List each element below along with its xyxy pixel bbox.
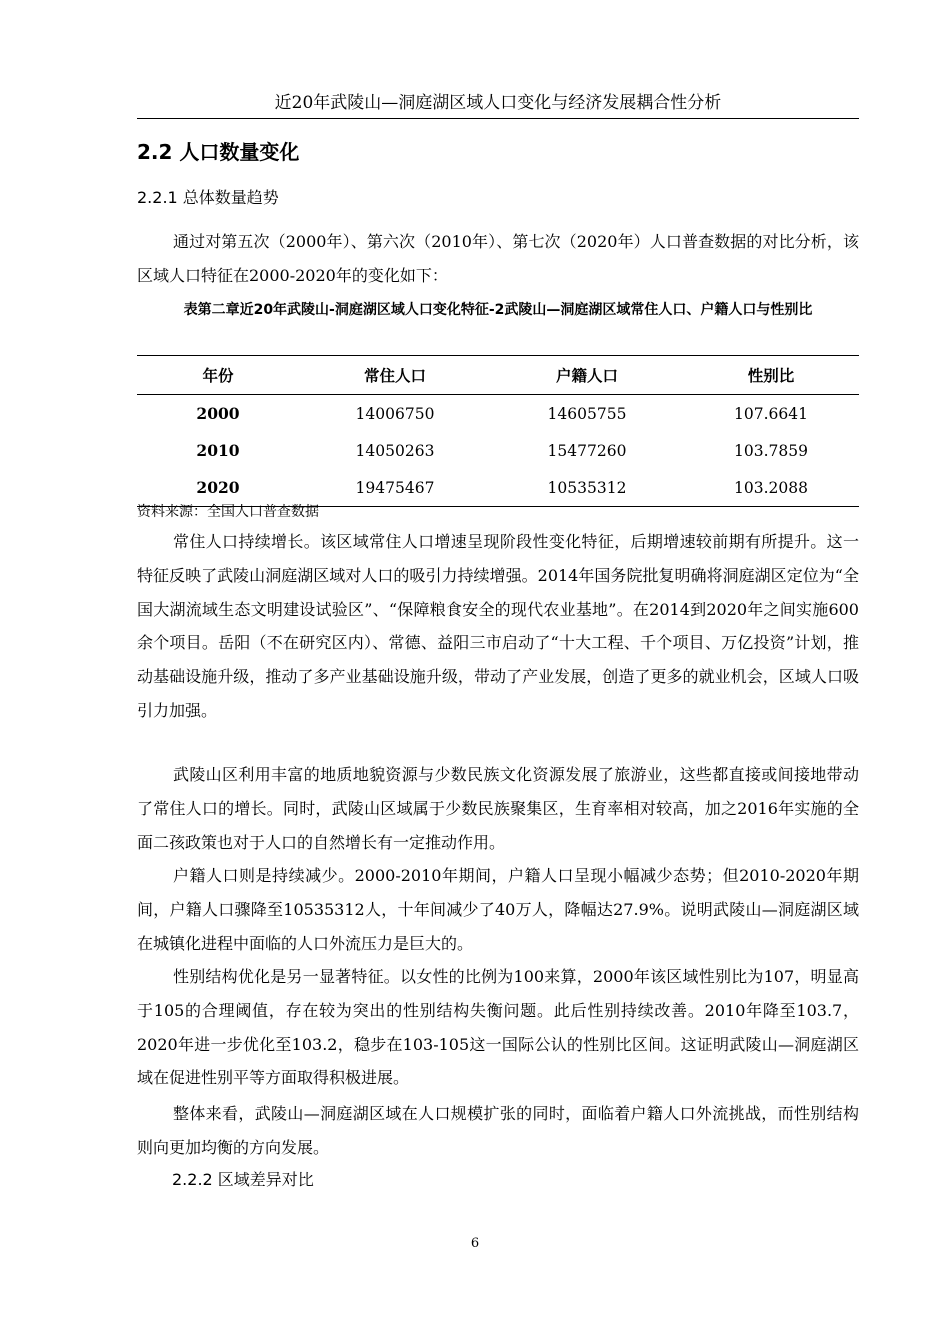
paragraph-wuling-tourism: 武陵山区利用丰富的地质地貌资源与少数民族文化资源发展了旅游业，这些都直接或间接地带动了常住人口的增长。同时，武陵山区域属于少数民族聚集区，生育率相对较高，加之2016年实施的全面二孩政策也对于人口的自然增长有一定推动作用。 xyxy=(137,765,859,852)
cell-resident: 19475467 xyxy=(299,469,491,507)
cell-resident: 14050263 xyxy=(355,441,435,460)
page-number: 6 xyxy=(470,1236,480,1251)
page-header-rule xyxy=(137,118,859,119)
subsection-heading-total-trend: 2.2.1 总体数量趋势 xyxy=(137,188,279,207)
population-table xyxy=(137,355,859,507)
cell-sex-ratio: 103.2088 xyxy=(683,469,859,507)
paragraph-summary: 整体来看，武陵山—洞庭湖区域在人口规模扩张的同时，面临着户籍人口外流挑战，而性别结构则向更加均衡的方向发展。 xyxy=(137,1104,859,1157)
cell-year: 2000 xyxy=(196,404,240,423)
cell-sex-ratio: 103.7859 xyxy=(734,441,808,460)
cell-year: 2020 xyxy=(137,469,299,507)
col-header-sex-ratio: 性别比 xyxy=(683,356,859,395)
paragraph-intro: 通过对第五次（2000年）、第六次（2010年）、第七次（2020年）人口普查数据的对比分析，该区域人口特征在2000-2020年的变化如下： xyxy=(137,232,859,285)
col-header-registered-population: 户籍人口 xyxy=(491,356,683,395)
section-heading: 2.2 人口数量变化 xyxy=(137,140,300,164)
table-header-row xyxy=(137,356,859,395)
paragraph-registered-decline: 户籍人口则是持续减少。2000-2010年期间，户籍人口呈现小幅减少态势；但2010-2020年期间，户籍人口骤降至10535312人，十年间减少了40万人，降幅达27.9%。说明武陵山—洞庭湖区域在城镇化进程中面临的人口外流压力是巨大的。 xyxy=(137,866,859,953)
table-row xyxy=(137,432,859,469)
subsection-heading-regional-difference: 2.2.2 区域差异对比 xyxy=(172,1170,314,1189)
cell-registered: 15477260 xyxy=(547,441,627,460)
table-caption: 表第二章近20年武陵山-洞庭湖区域人口变化特征-2武陵山—洞庭湖区域常住人口、户籍人口与性别比 xyxy=(183,302,813,318)
paragraph-sex-ratio: 性别结构优化是另一显著特征。以女性的比例为100来算，2000年该区域性别比为107，明显高于105的合理阈值，存在较为突出的性别结构失衡问题。此后性别持续改善。2010年降至103.7，2020年进一步优化至103.2，稳步在103-105这一国际公认的性别比区间。这证明武陵山—洞庭湖区域在促进性别平等方面取得积极进展。 xyxy=(137,967,859,1088)
table-source-note: 资料来源：全国人口普查数据 xyxy=(137,504,319,520)
cell-year: 2010 xyxy=(196,441,240,460)
table-row xyxy=(137,395,859,433)
paragraph-resident-growth: 常住人口持续增长。该区域常住人口增速呈现阶段性变化特征，后期增速较前期有所提升。这一特征反映了武陵山洞庭湖区域对人口的吸引力持续增强。2014年国务院批复明确将洞庭湖区定位为“全国大湖流域生态文明建设试验区”、“保障粮食安全的现代农业基地”。在2014到2020年之间实施600余个项目。岳阳（不在研究区内）、常德、益阳三市启动了“十大工程、千个项目、万亿投资”计划，推动基础设施升级，推动了多产业基础设施升级，带动了产业发展，创造了更多的就业机会，区域人口吸引力加强。 xyxy=(137,532,859,720)
cell-resident: 14006750 xyxy=(355,404,435,423)
col-header-year: 年份 xyxy=(137,356,299,395)
page-header-title: 近20年武陵山—洞庭湖区域人口变化与经济发展耦合性分析 xyxy=(274,93,722,113)
cell-registered: 14605755 xyxy=(547,404,627,423)
cell-registered: 10535312 xyxy=(491,469,683,507)
cell-sex-ratio: 107.6641 xyxy=(734,404,808,423)
col-header-resident-population: 常住人口 xyxy=(299,356,491,395)
